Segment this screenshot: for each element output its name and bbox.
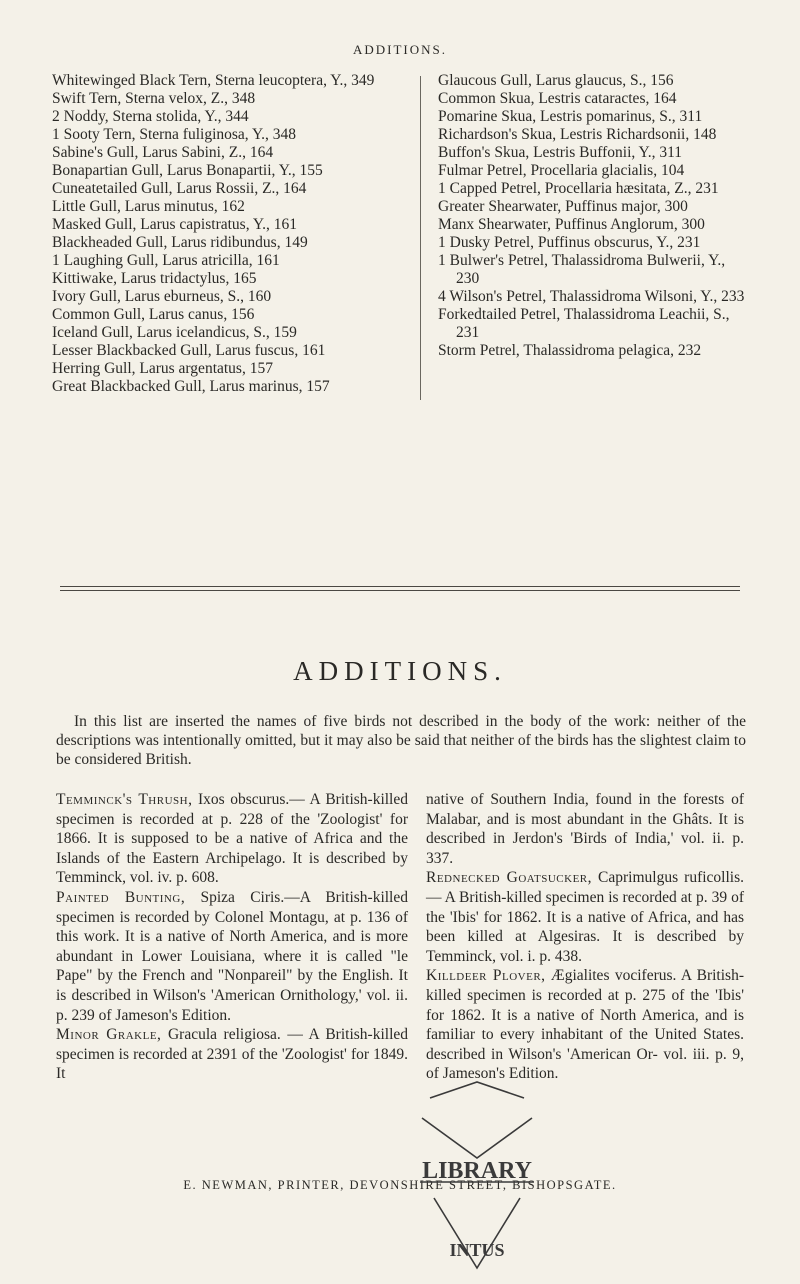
entry-heading: Rednecked Goatsucker,	[426, 869, 592, 887]
index-entry: Lesser Blackbacked Gull, Larus fuscus, 161	[52, 342, 326, 359]
entry-body: Gracula religiosa. — A British-killed specimen is recorded at 2391 of the 'Zoologist' for 1849. It	[56, 1026, 409, 1083]
index-entry: Common Skua, Lestris cataractes, 164	[438, 90, 677, 107]
running-header: ADDITIONS.	[352, 42, 448, 57]
index-entry: Great Blackbacked Gull, Larus marinus, 157	[52, 378, 330, 395]
entry-body: Caprimulgus ruficollis. — A British-killed specimen is recorded at p. 39 of the 'Ibis' for 1862. It is a native of Africa, and has been killed at Algesiras. It is described by Temminck, vol. i. p. 438.	[426, 869, 744, 965]
index-entry: 1 Dusky Petrel, Puffinus obscurus, Y., 231	[438, 234, 701, 251]
entry-heading: Temminck's Thrush,	[56, 791, 193, 808]
entry-paragraph	[426, 966, 744, 1084]
intro-paragraph: In this list are inserted the names of five birds not described in the body of the work: neither of the descriptions was intentionally omitted, but it may also be said that neither of the birds has the slightest claim to be considered British.	[56, 713, 746, 768]
printer-imprint: E. NEWMAN, PRINTER, DEVONSHIRE STREET, BISHOPSGATE.	[183, 1178, 617, 1192]
entry-body: Spiza Ciris.—A British-killed specimen is recorded by Colonel Montagu, at p. 136 of this work. It is a native of North America, and is more abundant in Lower Louisiana, where it is called "le Pape" by the French and "Nonpareil" by the English. It is described in Wilson's 'American Ornithology,' vol. ii. p. 239 of Jameson's Edition.	[56, 888, 408, 1024]
index-entry: Glaucous Gull, Larus glaucus, S., 156	[438, 72, 674, 89]
index-entry: Cuneatetailed Gull, Larus Rossii, Z., 164	[52, 180, 307, 197]
column-divider	[420, 76, 421, 400]
index-entry: Forkedtailed Petrel, Thalassidroma Leachii, S., 231	[438, 306, 730, 341]
index-entry: 1 Bulwer's Petrel, Thalassidroma Bulwerii, Y., 230	[438, 252, 726, 287]
body-column-right	[426, 790, 744, 1084]
index-entry: Kittiwake, Larus tridactylus, 165	[52, 270, 257, 287]
index-entry: Common Gull, Larus canus, 156	[52, 306, 255, 323]
index-entry: Storm Petrel, Thalassidroma pelagica, 232	[438, 342, 702, 359]
index-column-right	[438, 72, 750, 360]
entry-paragraph	[56, 1025, 408, 1084]
index-entry: Bonapartian Gull, Larus Bonapartii, Y., 155	[52, 162, 323, 179]
entry-paragraph	[426, 868, 744, 966]
index-entry: 1 Laughing Gull, Larus atricilla, 161	[52, 252, 280, 269]
index-entry: Ivory Gull, Larus eburneus, S., 160	[52, 288, 272, 305]
stamp-bottom-text: INTUS	[449, 1240, 505, 1260]
index-entry: Blackheaded Gull, Larus ridibundus, 149	[52, 234, 308, 251]
library-stamp	[412, 1078, 542, 1274]
index-entry: Manx Shearwater, Puffinus Anglorum, 300	[438, 216, 705, 233]
section-title: ADDITIONS.	[293, 656, 507, 686]
index-entry: 1 Capped Petrel, Procellaria hæsitata, Z., 231	[438, 180, 719, 197]
entry-paragraph	[56, 888, 408, 1025]
entry-heading: Painted Bunting,	[56, 888, 186, 906]
entry-body: Ægialites vociferus. A British-killed specimen is recorded at p. 275 of the 'Ibis' for 1862. It is a native of North America, and is familiar to every inhabitant of the United States. described in Wilson's 'American Or- vol. iii. p. 9, of Jameson's Edition.	[426, 967, 744, 1083]
entry-heading: Killdeer Plover,	[426, 967, 546, 985]
index-entry: Herring Gull, Larus argentatus, 157	[52, 360, 273, 377]
index-entry: Iceland Gull, Larus icelandicus, S., 159	[52, 324, 297, 341]
index-entry: 2 Noddy, Sterna stolida, Y., 344	[52, 108, 249, 125]
entry-paragraph	[56, 790, 408, 888]
index-entry: Richardson's Skua, Lestris Richardsonii, 148	[438, 126, 717, 143]
stamp-library-text: LIBRARY	[422, 1158, 532, 1184]
index-entry: Buffon's Skua, Lestris Buffonii, Y., 311	[438, 144, 683, 161]
entry-heading: Minor Grakle,	[56, 1026, 162, 1044]
index-entry: Little Gull, Larus minutus, 162	[52, 198, 245, 215]
index-entry: Swift Tern, Sterna velox, Z., 348	[52, 90, 256, 107]
index-column-left	[52, 72, 404, 396]
entry-body: native of Southern India, found in the forests of Malabar, and is most abundant in the Ghâts. It is described in Jerdon's 'Birds of India,' vol. ii. p. 337.	[426, 791, 744, 867]
index-entry: Masked Gull, Larus capistratus, Y., 161	[52, 216, 297, 233]
entry-paragraph	[426, 790, 744, 868]
index-entry: Fulmar Petrel, Procellaria glacialis, 104	[438, 162, 685, 179]
body-column-left	[56, 790, 408, 1084]
index-entry: Greater Shearwater, Puffinus major, 300	[438, 198, 688, 215]
index-entry: 4 Wilson's Petrel, Thalassidroma Wilsoni, Y., 233	[438, 288, 745, 305]
entry-body: Ixos obscurus.— A British-killed specimen is recorded at p. 228 of the 'Zoologist' for 1866. It is supposed to be a native of Africa and the Islands of the Eastern Archipelago. It is described by Temminck, vol. iv. p. 608.	[56, 791, 408, 887]
index-entry: Sabine's Gull, Larus Sabini, Z., 164	[52, 144, 274, 161]
index-entry: Whitewinged Black Tern, Sterna leucoptera, Y., 349	[52, 72, 375, 89]
index-entry: Pomarine Skua, Lestris pomarinus, S., 311	[438, 108, 703, 125]
section-divider	[60, 586, 740, 591]
index-entry: 1 Sooty Tern, Sterna fuliginosa, Y., 348	[52, 126, 297, 143]
